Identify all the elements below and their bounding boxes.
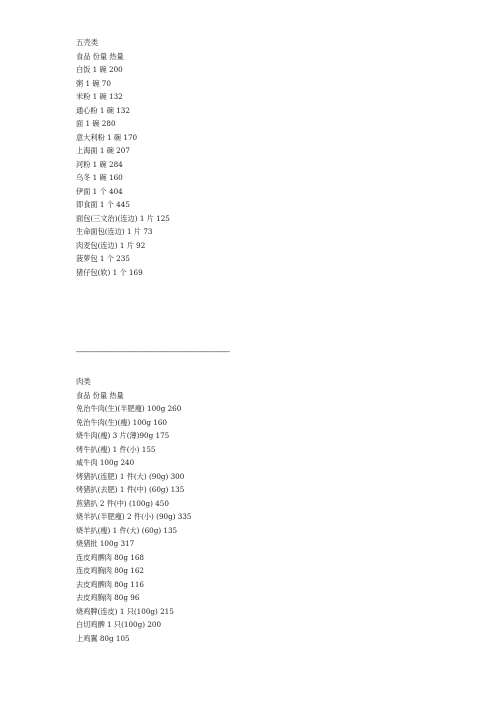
food-row: 米粉 1 碗 132 [76,92,123,101]
food-row: 去皮鸡胸肉 80g 96 [76,593,140,602]
food-row: 河粉 1 碗 284 [76,159,123,169]
food-row: 即食面 1 个 445 [76,200,130,209]
section-divider: --------------------------------------------------------------------------------------- [76,348,230,356]
food-row: 免治牛肉(生)(半肥瘦) 100g 260 [76,404,182,413]
food-row: 上海面 1 碗 207 [76,146,130,155]
food-row: 烧牛肉(瘦) 3 片(薄)90g 175 [76,431,170,440]
food-row: 煎猪扒 2 件(中) (100g) 450 [76,498,169,508]
section-title: 五壳类 [76,38,99,47]
food-row: 猪仔包(软) 1 个 169 [76,267,143,277]
food-row: 菠萝包 1 个 235 [76,254,130,263]
food-row: 烧鸡脾(连皮) 1 只(100g) 215 [76,606,174,616]
food-row: 免治牛肉(生)(瘦) 100g 160 [76,417,167,427]
food-row: 烤猪扒(连肥) 1 件(大) (90g) 300 [76,471,185,481]
food-row: 粥 1 碗 70 [76,78,111,88]
grain-section [76,36,436,279]
food-row: 生命面包(连边) 1 片 73 [76,227,153,236]
food-row: 去皮鸡髀肉 80g 116 [76,579,144,589]
food-row: 白切鸡髀 1 只(100g) 200 [76,620,162,629]
meat-section [76,375,436,645]
food-row: 连皮鸡胸肉 80g 162 [76,566,144,575]
food-row: 烤猪扒(去肥) 1 件(中) (60g) 135 [76,485,185,494]
food-row: 乌冬 1 碗 160 [76,173,123,182]
food-row: 咸牛肉 100g 240 [76,458,135,467]
food-row: 白饭 1 碗 200 [76,65,123,74]
table-header: 食品 份量 热量 [76,390,124,400]
food-row: 伊面 1 个 404 [76,186,123,196]
food-row: 意大利粉 1 碗 170 [76,132,138,142]
table-header: 食品 份量 热量 [76,51,124,61]
food-row: 烤牛扒(瘦) 1 件(小) 155 [76,444,156,454]
food-row: 肉麦包(连边) 1 片 92 [76,240,146,250]
food-row: 面 1 碗 280 [76,119,116,128]
food-row: 面包(三文治)(连边) 1 片 125 [76,213,170,223]
food-row: 烧羊扒(半肥瘦) 2 件(小) (90g) 335 [76,512,192,521]
food-row: 烧猪批 100g 317 [76,539,135,548]
section-title: 肉类 [76,377,91,386]
food-row: 通心粉 1 碗 132 [76,105,130,115]
food-row: 连皮鸡髀肉 80g 168 [76,552,144,562]
food-row: 烧羊扒(瘦) 1 件(大) (60g) 135 [76,525,178,535]
food-row: 上鸡翼 80g 105 [76,633,130,643]
